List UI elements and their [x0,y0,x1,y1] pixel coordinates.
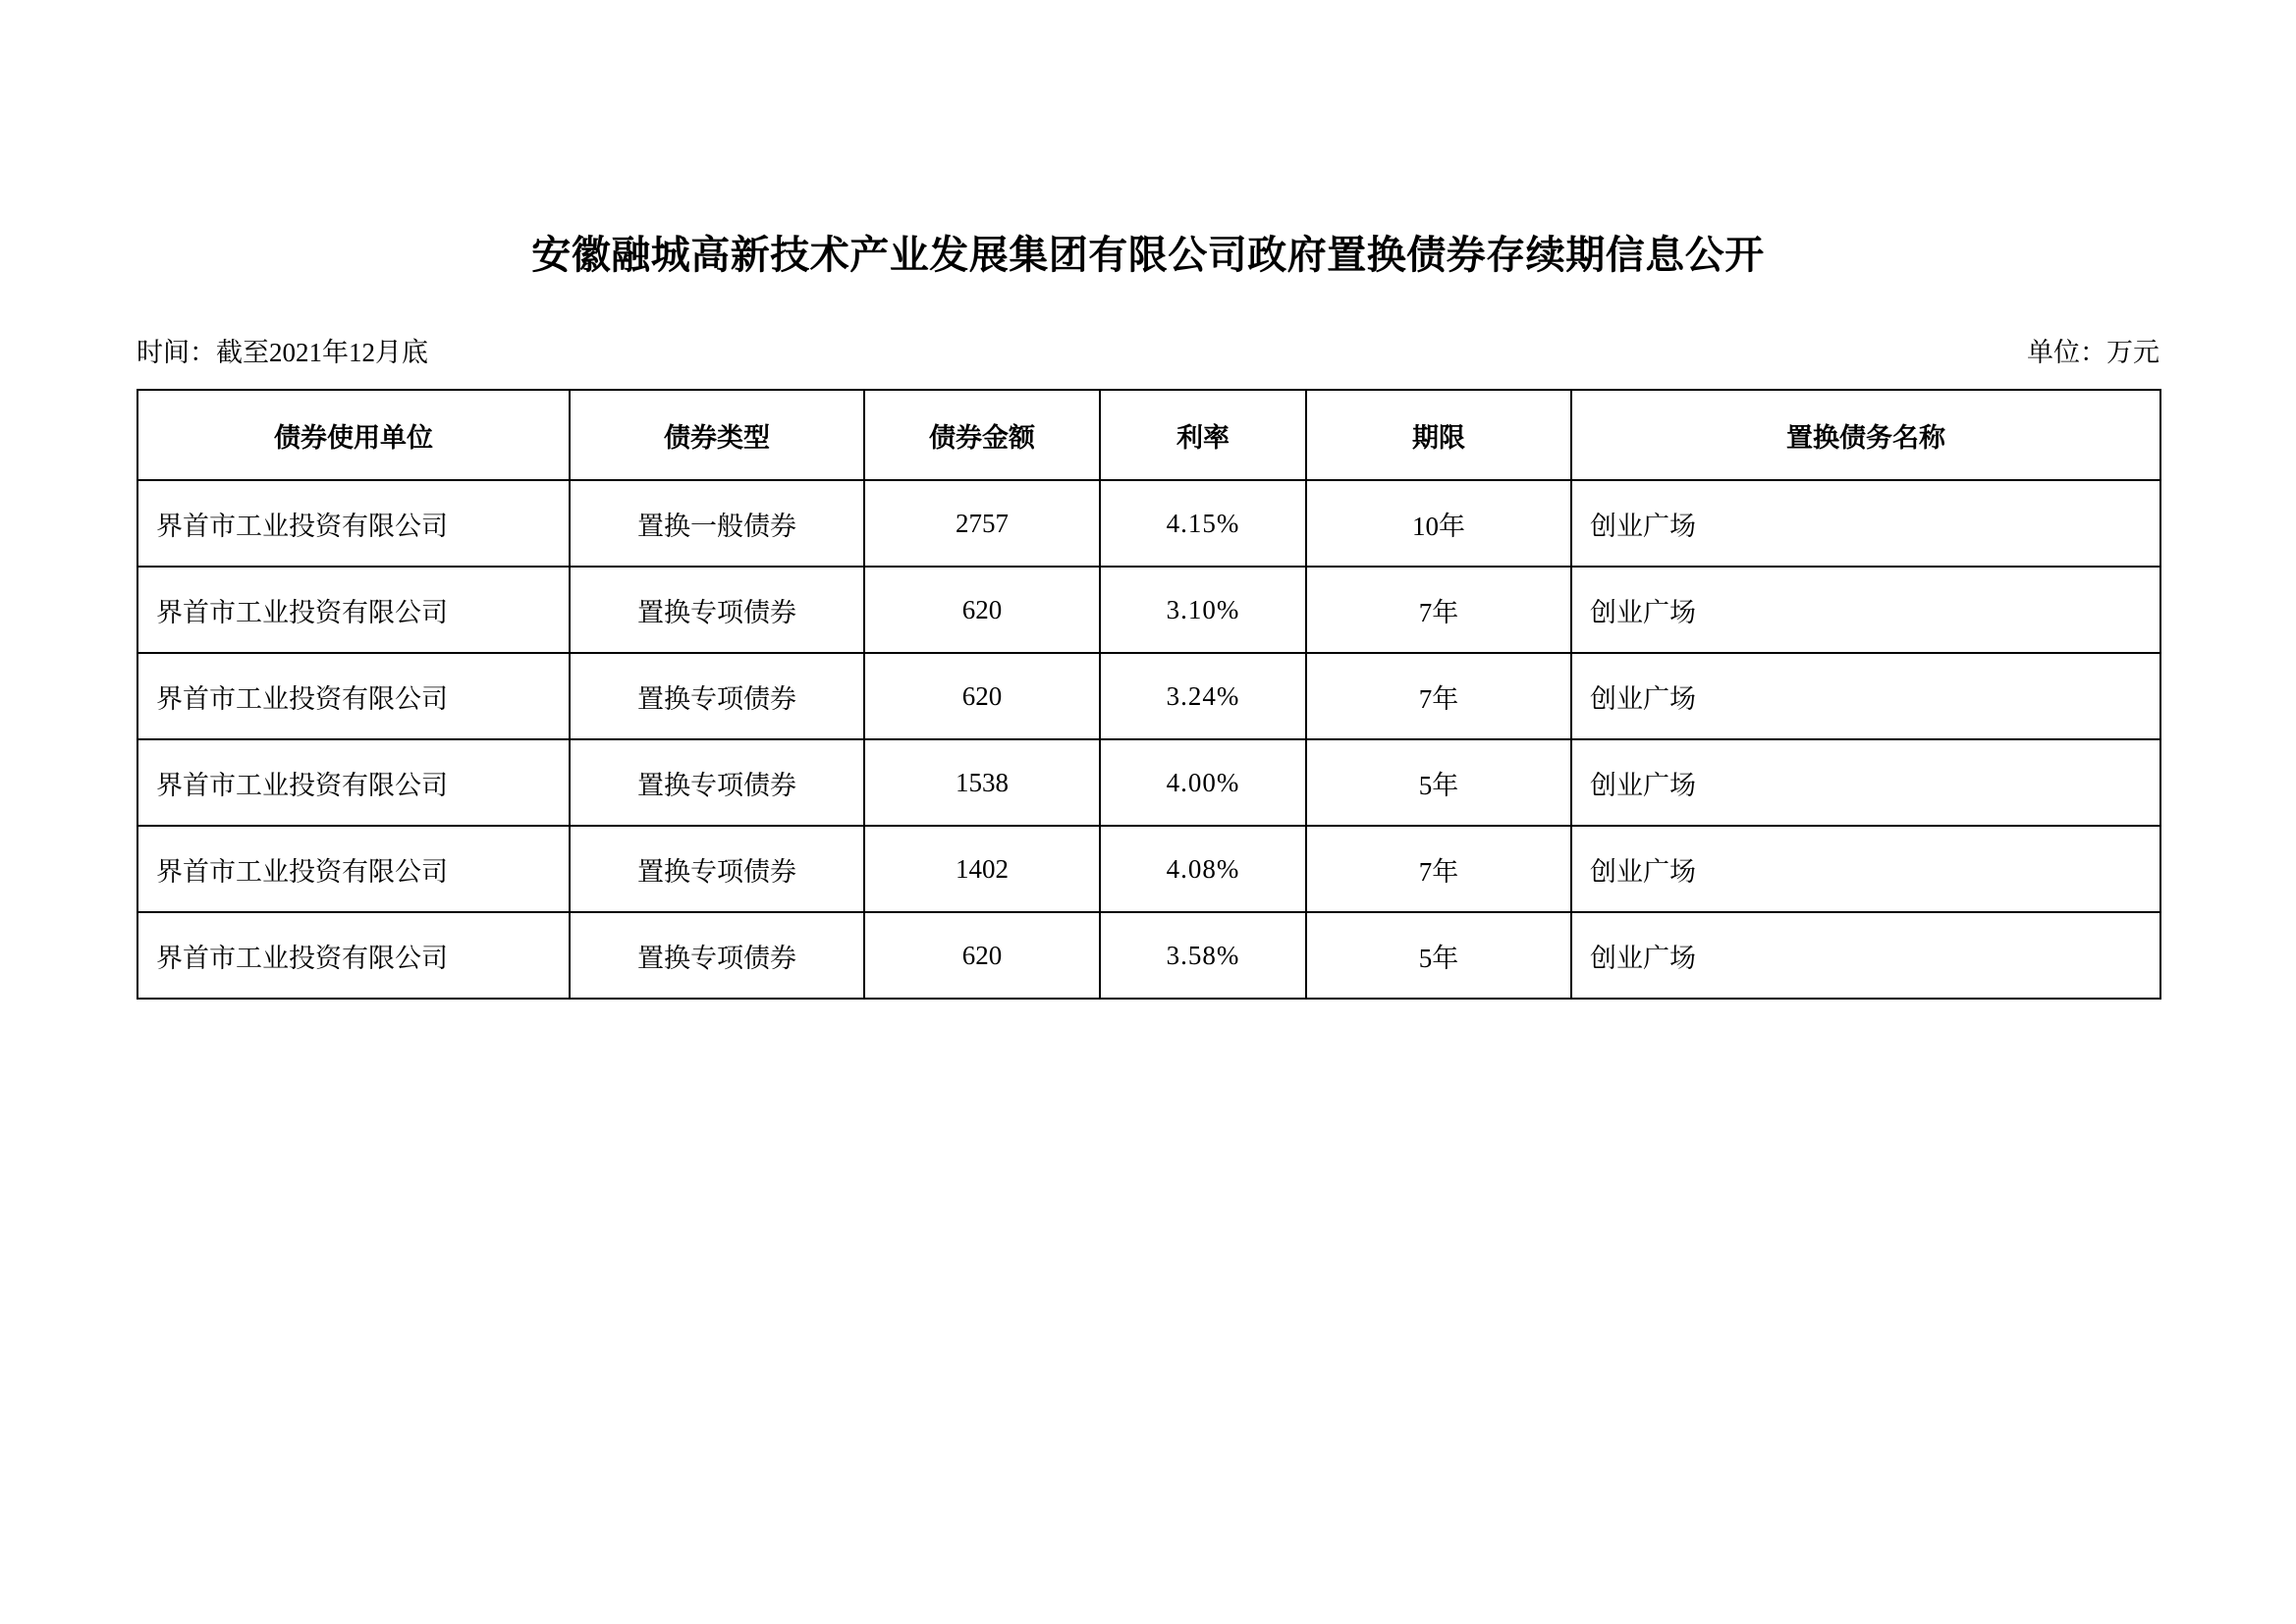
column-header-type: 债券类型 [570,390,864,480]
cell-rate: 3.24% [1100,653,1306,739]
cell-type: 置换专项债券 [570,567,864,653]
cell-rate: 4.08% [1100,826,1306,912]
column-header-amount: 债券金额 [864,390,1100,480]
cell-debt-name: 创业广场 [1571,912,2160,999]
table-row [137,480,2160,567]
meta-unit-label: 单位：万元 [2027,338,2159,367]
column-header-debt-name: 置换债务名称 [1571,390,2160,480]
cell-amount: 1538 [864,739,1100,826]
cell-amount: 620 [864,567,1100,653]
cell-term: 5年 [1306,739,1571,826]
cell-unit: 界首市工业投资有限公司 [137,480,570,567]
cell-type: 置换专项债券 [570,739,864,826]
cell-term: 7年 [1306,653,1571,739]
table-row [137,739,2160,826]
cell-type: 置换一般债券 [570,480,864,567]
cell-unit: 界首市工业投资有限公司 [137,912,570,999]
cell-unit: 界首市工业投资有限公司 [137,653,570,739]
page-title: 安徽融城高新技术产业发展集团有限公司政府置换债券存续期信息公开 [531,234,1765,277]
cell-amount: 2757 [864,480,1100,567]
cell-unit: 界首市工业投资有限公司 [137,826,570,912]
cell-amount: 620 [864,912,1100,999]
column-header-unit: 债券使用单位 [137,390,570,480]
cell-rate: 3.10% [1100,567,1306,653]
cell-term: 5年 [1306,912,1571,999]
cell-term: 7年 [1306,567,1571,653]
cell-type: 置换专项债券 [570,653,864,739]
table-row [137,653,2160,739]
cell-amount: 620 [864,653,1100,739]
cell-rate: 4.15% [1100,480,1306,567]
cell-type: 置换专项债券 [570,912,864,999]
bond-table-container [137,389,2159,1000]
cell-unit: 界首市工业投资有限公司 [137,567,570,653]
table-row [137,826,2160,912]
cell-debt-name: 创业广场 [1571,826,2160,912]
cell-type: 置换专项债券 [570,826,864,912]
column-header-rate: 利率 [1100,390,1306,480]
cell-debt-name: 创业广场 [1571,739,2160,826]
meta-time-label: 时间：截至2021年12月底 [137,338,428,367]
cell-debt-name: 创业广场 [1571,653,2160,739]
column-header-term: 期限 [1306,390,1571,480]
cell-term: 10年 [1306,480,1571,567]
document-meta [137,280,2159,369]
cell-rate: 3.58% [1100,912,1306,999]
cell-term: 7年 [1306,826,1571,912]
cell-debt-name: 创业广场 [1571,480,2160,567]
table-row [137,912,2160,999]
table-header-row [137,390,2160,480]
cell-rate: 4.00% [1100,739,1306,826]
bond-table [137,389,2161,1000]
cell-unit: 界首市工业投资有限公司 [137,739,570,826]
cell-debt-name: 创业广场 [1571,567,2160,653]
cell-amount: 1402 [864,826,1100,912]
table-row [137,567,2160,653]
